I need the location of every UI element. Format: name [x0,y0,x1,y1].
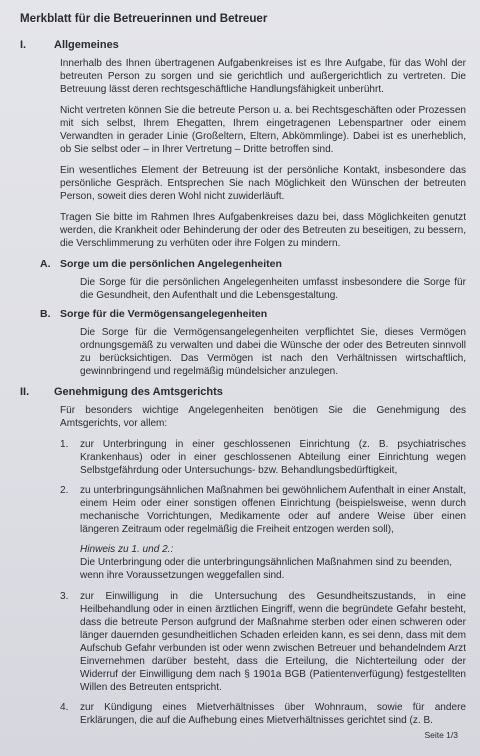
list-item [60,590,466,694]
list-item-number: 4. [60,702,69,713]
hint-text: Die Unterbringung oder die unterbringungsähnlichen Maßnahmen sind zu beenden, wenn ihre Voraussetzungen weggefallen sind. [80,557,452,581]
section-heading [18,386,466,398]
subsection-text: Die Sorge für die persönlichen Angelegenheiten umfasst insbesondere die Sorge für die Gesundheit, den Aufenthalt und die Lebensgestaltung. [80,277,466,301]
hint-label: Hinweis zu 1. und 2.: [80,544,174,555]
subsection-title: Sorge um die persönlichen Angelegenheiten [60,258,282,270]
hint-note [80,543,466,582]
section-number: II. [20,386,30,398]
subsection-letter: B. [40,308,51,320]
subsection-personal [18,258,466,302]
section-heading [18,39,466,51]
document-title: Merkblatt für die Betreuerinnen und Betreuer [20,12,268,25]
list-item [60,701,466,727]
paragraph: Tragen Sie bitte im Rahmen Ihres Aufgabenkreises dazu bei, dass Möglichkeiten genutzt werden, die Krankheit oder Behinderung der oder des Betreuten zu beseitigen, zu bessern, die Verschlimmerung zu verhüten oder ihre Folgen zu mindern. [60,212,466,249]
subsection-letter: A. [40,258,51,270]
list-item-number: 3. [60,591,69,602]
section-number: I. [20,39,27,51]
subsection-assets [18,308,466,378]
section-general [18,39,466,378]
list-item-text: zur Kündigung eines Mietverhältnisses über Wohnraum, sowie für andere Erklärungen, die auf die Aufhebung eines Mietverhältnisses gerichtet sind (z. B. [80,702,466,726]
subsection-heading [40,258,466,270]
paragraph: Ein wesentliches Element der Betreuung ist der persönliche Kontakt, insbesondere das persönliche Gespräch. Entsprechen Sie nach Möglichkeit den Wünschen der betreuten Person, soweit dies deren Wohl nicht zuwiderläuft. [60,165,466,202]
paragraph: Nicht vertreten können Sie die betreute Person u. a. bei Rechtsgeschäften oder Prozessen mit sich selbst, Ihrem Ehegatten, Ihrem eingetragenen Lebenspartner oder einem Verwandten in gerader Linie (Großeltern, Eltern, Abkömmlinge). Dabei ist es unerheblich, ob Sie selbst oder – in Ihrer Vertretung – Dritte betroffen sind. [60,105,466,155]
list-item-text: zu unterbringungsähnlichen Maßnahmen bei gewöhnlichem Aufenthalt in einer Anstalt, einem Heim oder einer sonstigen offenen Einrichtung (beispielsweise, wenn durch mechanische Vorrichtungen, Medikamente oder auf andere Weise über einen längeren Zeitraum oder regelmäßig die Freiheit entzogen werden soll), [80,485,466,535]
paragraph: Innerhalb des Ihnen übertragenen Aufgabenkreises ist es Ihre Aufgabe, für das Wohl der betreuten Person zu sorgen und sie gerichtlich und außergerichtlich zu vertreten. Die Betreuung lässt deren rechtsgeschäftliche Handlungsfähigkeit unberührt. [60,58,466,95]
subsection-heading [40,308,466,320]
section-title: Allgemeines [54,39,119,51]
list-item-number: 1. [60,439,69,450]
subsection-title: Sorge für die Vermögensangelegenheiten [60,308,268,320]
list-item-number: 2. [60,485,69,496]
section-intro: Für besonders wichtige Angelegenheiten benötigen Sie die Genehmigung des Amtsgerichts, vor allem: [60,405,466,429]
list-item-text: zur Unterbringung in einer geschlossenen Einrichtung (z. B. psychiatrisches Krankenhaus) oder in einer geschlossenen Abteilung einer Einrichtung wegen Selbstgefährdung oder Untersuchungs- bzw. Behandlungsbedürftigkeit, [80,439,466,476]
subsection-text: Die Sorge für die Vermögensangelegenheiten verpflichtet Sie, dieses Vermögen ordnungsgemäß zu verwalten und dabei die Wünsche der oder des Betreuten sinnvoll zu berücksichtigen. Das Vermögen ist nach den Verhältnissen wirtschaftlich, gewinnbringend und regelmäßig mündelsicher anzulegen. [80,327,466,377]
list-item-text: zur Einwilligung in die Untersuchung des Gesundheitszustands, in eine Heilbehandlung oder in einen ärztlichen Eingriff, wenn die begründete Gefahr besteht, dass die betreute Person aufgrund der Maßnahme sterben oder einen schweren oder länger dauernden gesundheitlichen Schaden erleiden kann, es sei denn, dass mit dem Aufschub Gefahr verbunden ist oder wenn zwischen Betreuer und behandelndem Arzt Einvernehmen darüber besteht, dass die Erteilung, die Nichterteilung oder der Widerruf der Einwilligung dem nach § 1901a BGB (Patientenverfügung) festgestellten Willen des Betreuten entspricht. [80,591,466,693]
list-item [60,438,466,477]
list-item [60,484,466,536]
section-title: Genehmigung des Amtsgerichts [54,386,223,398]
page-number: Seite 1/3 [424,730,458,740]
section-court-approval [18,386,466,727]
